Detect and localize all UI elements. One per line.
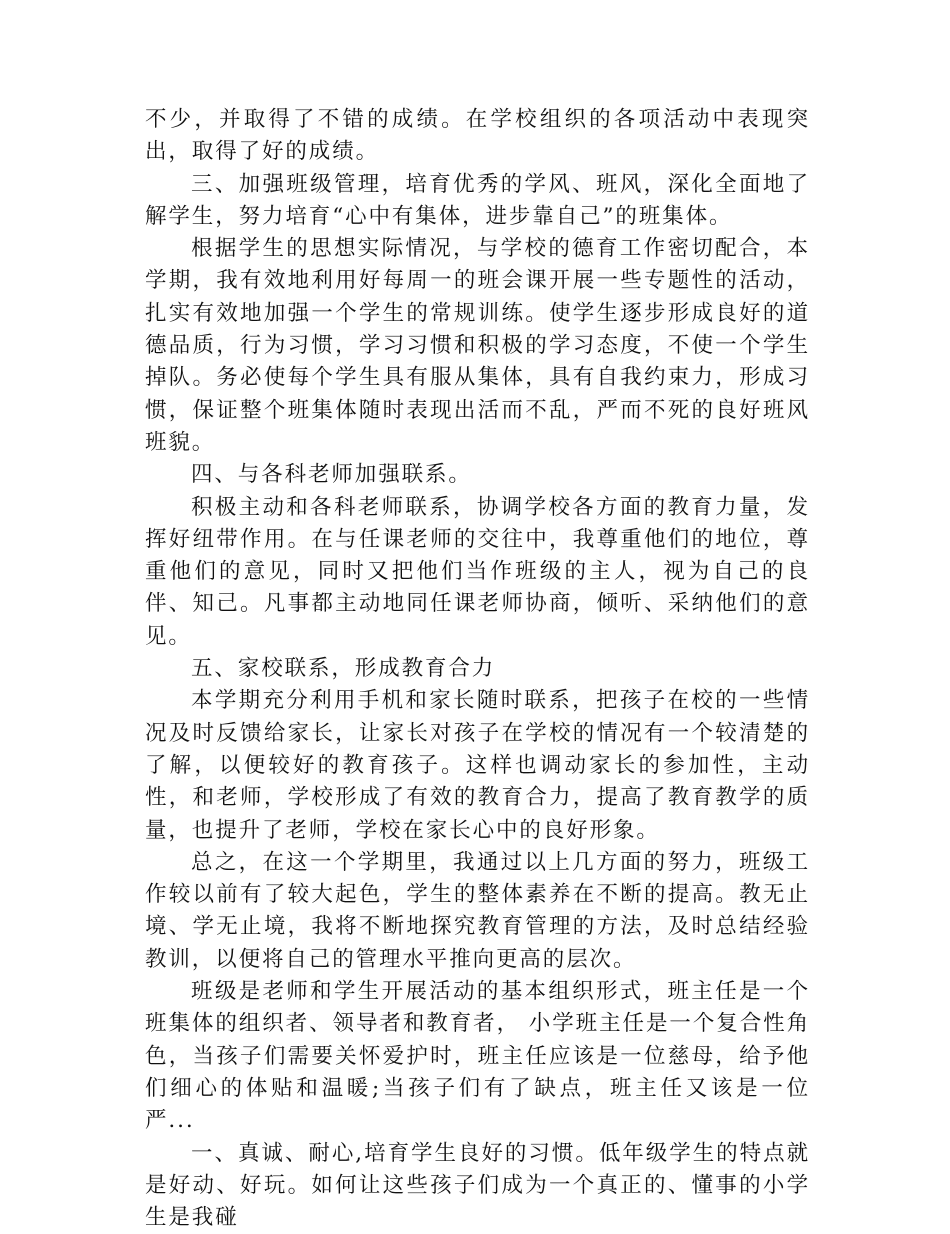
- paragraph-continuation: 不少，并取得了不错的成绩。在学校组织的各项活动中表现突出，取得了好的成绩。: [145, 104, 810, 169]
- paragraph-teacher-contact: 积极主动和各科老师联系，协调学校各方面的教育力量，发挥好纽带作用。在与任课老师的交往中，我尊重他们的地位，尊重他们的意见，同时又把他们当作班级的主人，视为自己的良伴、知己。凡事都主动地同任课老师协商，倾听、采纳他们的意见。: [145, 492, 810, 653]
- section-heading-3: 三、加强班级管理，培育优秀的学风、班风，深化全面地了解学生，努力培育“心中有集体，进步靠自己”的班集体。: [145, 169, 810, 234]
- paragraph-class-management: 根据学生的思想实际情况，与学校的德育工作密切配合，本学期，我有效地利用好每周一的班会课开展一些专题性的活动，扎实有效地加强一个学生的常规训练。使学生逐步形成良好的道德品质，行为习惯，学习习惯和积极的学习态度，不使一个学生掉队。务必使每个学生具有服从集体，具有自我约束力，形成习惯，保证整个班集体随时表现出活而不乱，严而不死的良好班风班貌。: [145, 233, 810, 459]
- paragraph-home-school: 本学期充分利用手机和家长随时联系，把孩子在校的一些情况及时反馈给家长，让家长对孩子在学校的情况有一个较清楚的了解，以便较好的教育孩子。这样也调动家长的参加性，主动性，和老师，学校形成了有效的教育合力，提高了教育教学的质量，也提升了老师，学校在家长心中的良好形象。: [145, 685, 810, 846]
- section-heading-5: 五、家校联系，形成教育合力: [145, 653, 810, 685]
- paragraph-habits: 一、真诚、耐心,培育学生良好的习惯。低年级学生的特点就是好动、好玩。如何让这些孩子们成为一个真正的、懂事的小学生是我碰: [145, 1138, 810, 1234]
- document-body: [145, 104, 810, 1234]
- paragraph-class-teacher-role: 班级是老师和学生开展活动的基本组织形式，班主任是一个班集体的组织者、领导者和教育者， 小学班主任是一个复合性角色，当孩子们需要关怀爱护时，班主任应该是一位慈母，给予他们细心的体贴和温暖;当孩子们有了缺点，班主任又该是一位严...: [145, 976, 810, 1137]
- section-heading-4: 四、与各科老师加强联系。: [145, 459, 810, 491]
- paragraph-summary: 总之，在这一个学期里，我通过以上几方面的努力，班级工作较以前有了较大起色，学生的整体素养在不断的提高。教无止境、学无止境，我将不断地探究教育管理的方法，及时总结经验教训，以便将自己的管理水平推向更高的层次。: [145, 847, 810, 976]
